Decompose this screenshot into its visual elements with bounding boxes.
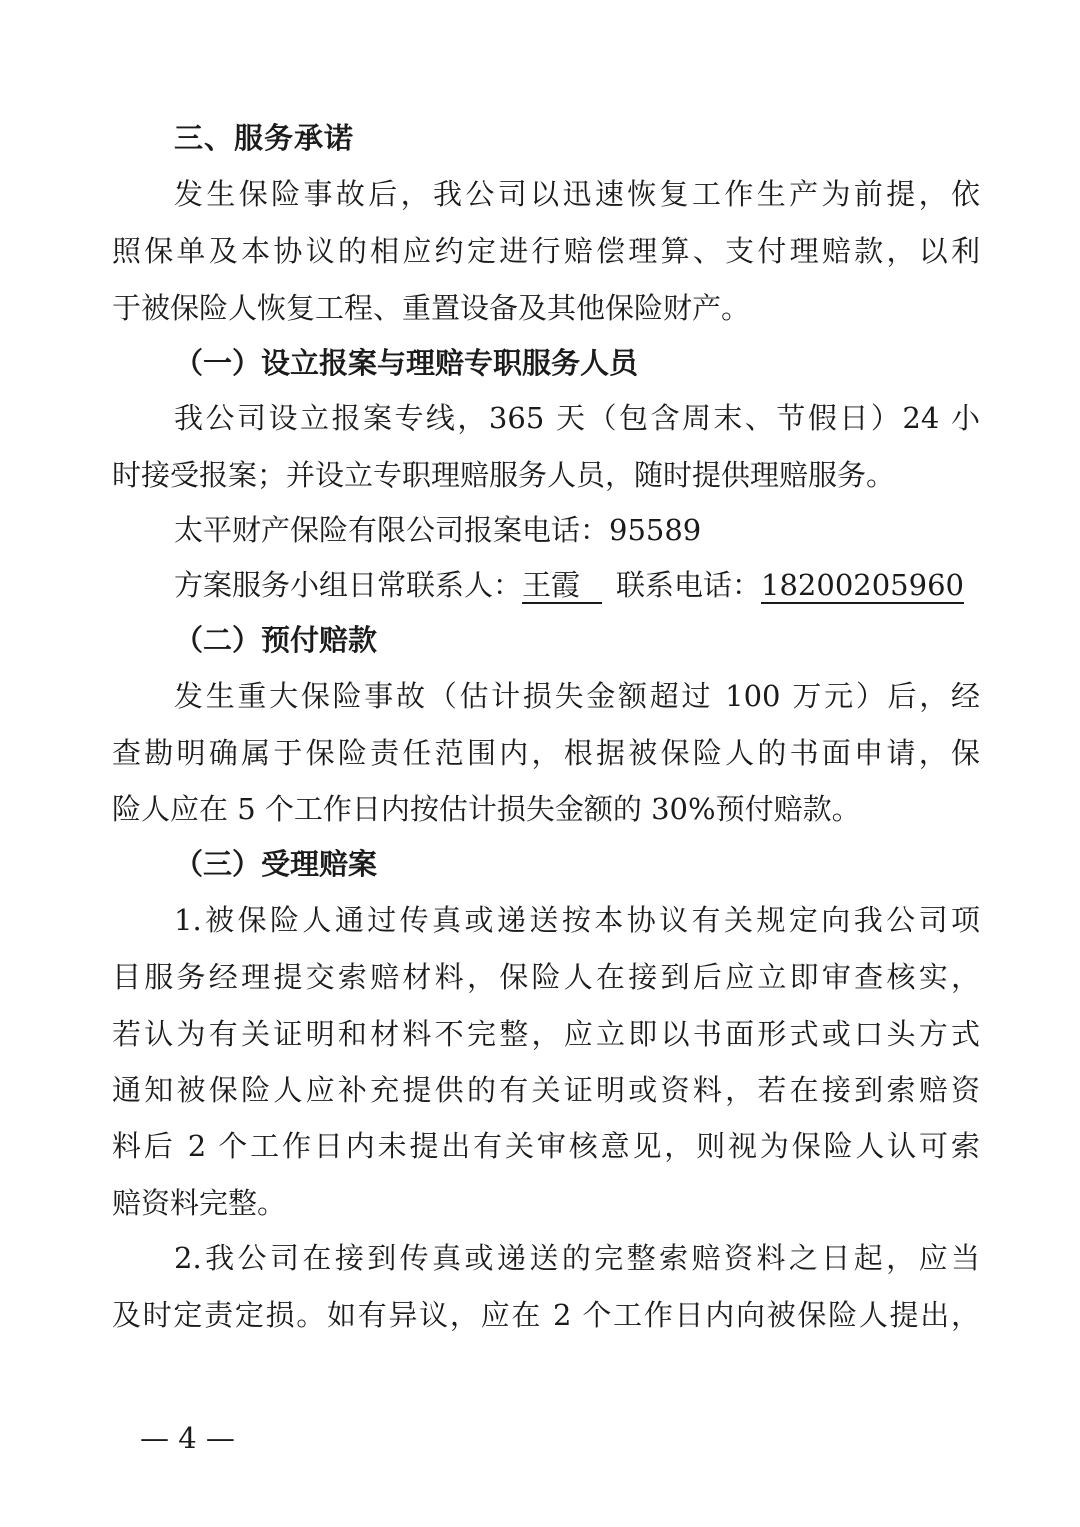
paragraph-line: 发生重大保险事故（估计损失金额超过 100 万元）后，经 [174,679,980,713]
paragraph-line: 若认为有关证明和材料不完整，应立即以书面形式或口头方式 [112,1017,980,1051]
subsection-title-2: （二）预付赔款 [174,623,378,657]
contact-phone-label: 联系电话： [616,568,762,602]
paragraph-line: 料后 2 个工作日内未提出有关审核意见，则视为保险人认可索 [112,1129,980,1163]
contact-label: 方案服务小组日常联系人： [174,568,523,602]
page-number: — 4 — [140,1421,235,1455]
paragraph-line: 查勘明确属于保险责任范围内，根据被保险人的书面申请，保 [112,736,980,770]
paragraph-line: 及时定责定损。如有异议，应在 2 个工作日内向被保险人提出， [112,1298,980,1332]
paragraph-line: 2.我公司在接到传真或递送的完整索赔资料之日起，应当 [174,1241,980,1275]
contact-name: 王霞 [522,568,602,604]
paragraph-line: 发生保险事故后，我公司以迅速恢复工作生产为前提，依 [174,177,980,211]
paragraph-line: 于被保险人恢复工程、重置设备及其他保险财产。 [112,291,751,325]
paragraph-line: 我公司设立报案专线，365 天（包含周末、节假日）24 小 [174,401,980,435]
paragraph-line: 照保单及本协议的相应约定进行赔偿理算、支付理赔款，以利 [112,234,980,268]
paragraph-line: 1.被保险人通过传真或递送按本协议有关规定向我公司项 [174,903,980,937]
section-heading: 三、服务承诺 [174,121,355,155]
report-phone-line: 太平财产保险有限公司报案电话：95589 [174,513,702,547]
contact-phone: 18200205960 [761,568,964,602]
paragraph-line: 目服务经理提交索赔材料，保险人在接到后应立即审查核实， [112,960,980,994]
contact-line [174,565,980,605]
paragraph-line: 通知被保险人应补充提供的有关证明或资料，若在接到索赔资 [112,1073,980,1107]
paragraph-line: 时接受报案；并设立专职理赔服务人员，随时提供理赔服务。 [112,458,896,492]
paragraph-line: 险人应在 5 个工作日内按估计损失金额的 30%预付赔款。 [112,792,861,826]
subsection-title-1: （一）设立报案与理赔专职服务人员 [174,346,639,380]
paragraph-line: 赔资料完整。 [112,1186,287,1220]
subsection-title-3: （三）受理赔案 [174,847,378,881]
